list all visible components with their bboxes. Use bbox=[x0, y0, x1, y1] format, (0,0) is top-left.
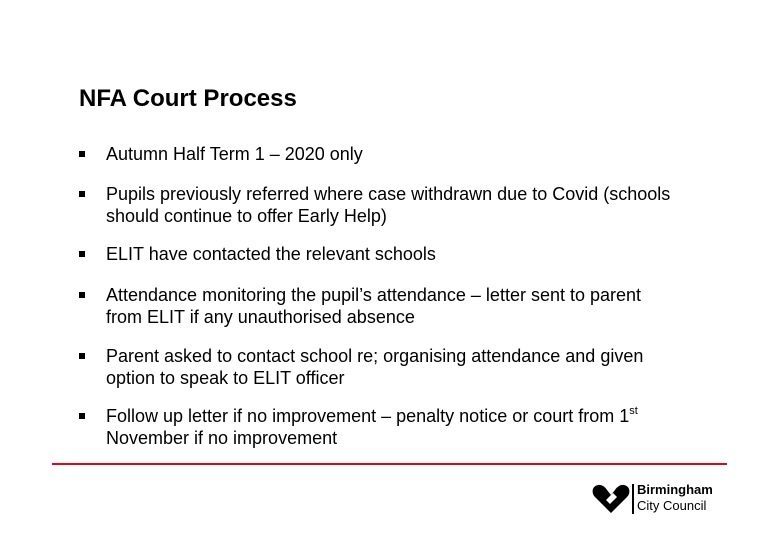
bullet-item bbox=[79, 243, 679, 265]
logo-line-city-council: City Council bbox=[637, 498, 707, 513]
bullet-square-icon bbox=[79, 413, 85, 419]
bullet-item bbox=[79, 143, 679, 165]
bullet-square-icon bbox=[79, 151, 85, 157]
bullet-item bbox=[79, 284, 679, 328]
bullet-item bbox=[79, 405, 679, 449]
bullet-text: ELIT have contacted the relevant schools bbox=[106, 244, 436, 264]
bullet-text: Pupils previously referred where case withdrawn due to Covid (schools should continue to offer Early Help) bbox=[106, 184, 671, 226]
footer-divider bbox=[52, 463, 727, 465]
bullet-text-part: Follow up letter if no improvement – penalty notice or court from 1 bbox=[106, 406, 630, 426]
logo-line-birmingham: Birmingham bbox=[637, 482, 713, 497]
birmingham-city-council-logo bbox=[592, 482, 732, 516]
bullet-square-icon bbox=[79, 292, 85, 298]
logo-wordmark bbox=[637, 482, 713, 514]
bullet-text: Attendance monitoring the pupil’s attendance – letter sent to parent from ELIT if any unauthorised absence bbox=[106, 285, 642, 327]
bullet-item bbox=[79, 345, 679, 389]
bullet-square-icon bbox=[79, 251, 85, 257]
birmingham-heart-icon bbox=[592, 483, 630, 515]
bullet-text: Autumn Half Term 1 – 2020 only bbox=[106, 144, 363, 164]
bullet-text-part: November if no improvement bbox=[106, 428, 338, 448]
bullet-square-icon bbox=[79, 191, 85, 197]
slide-title: NFA Court Process bbox=[79, 85, 297, 112]
bullet-square-icon bbox=[79, 353, 85, 359]
logo-divider bbox=[632, 484, 634, 514]
ordinal-superscript: st bbox=[629, 405, 638, 417]
bullet-text bbox=[106, 405, 679, 449]
bullet-text: Parent asked to contact school re; organising attendance and given option to speak to ELIT officer bbox=[106, 346, 644, 388]
bullet-item bbox=[79, 183, 679, 227]
